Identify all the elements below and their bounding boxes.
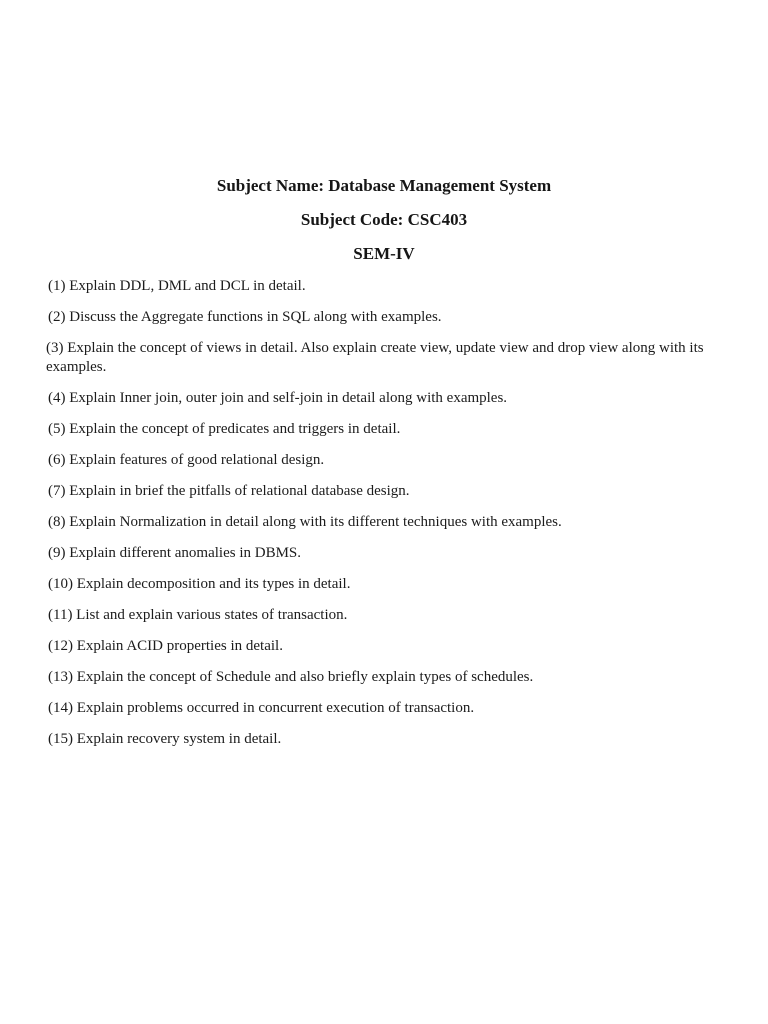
question-item: (14) Explain problems occurred in concurrent execution of transaction. [48,700,475,716]
question-item: (3) Explain the concept of views in detail. Also explain create view, update view and drop view along with its examples. [46,340,704,375]
question-item: (6) Explain features of good relational design. [48,452,325,468]
question-item: (8) Explain Normalization in detail along with its different techniques with examples. [48,514,562,530]
question-item: (5) Explain the concept of predicates and triggers in detail. [48,421,401,437]
question-item: (1) Explain DDL, DML and DCL in detail. [48,278,306,294]
question-item: (9) Explain different anomalies in DBMS. [48,545,302,561]
question-item: (7) Explain in brief the pitfalls of relational database design. [48,483,410,499]
question-item: (12) Explain ACID properties in detail. [48,638,283,654]
question-item: (15) Explain recovery system in detail. [48,731,282,747]
question-item: (11) List and explain various states of transaction. [48,607,348,623]
semester-heading: SEM-IV [353,244,415,263]
question-item: (4) Explain Inner join, outer join and self-join in detail along with examples. [48,390,508,406]
subject-name-heading: Subject Name: Database Management System [216,176,552,195]
question-item: (13) Explain the concept of Schedule and also briefly explain types of schedules. [48,669,534,685]
question-item: (2) Discuss the Aggregate functions in SQL along with examples. [48,309,442,325]
question-list [48,277,728,761]
subject-code-heading: Subject Code: CSC403 [300,210,468,229]
question-item: (10) Explain decomposition and its types in detail. [48,576,351,592]
